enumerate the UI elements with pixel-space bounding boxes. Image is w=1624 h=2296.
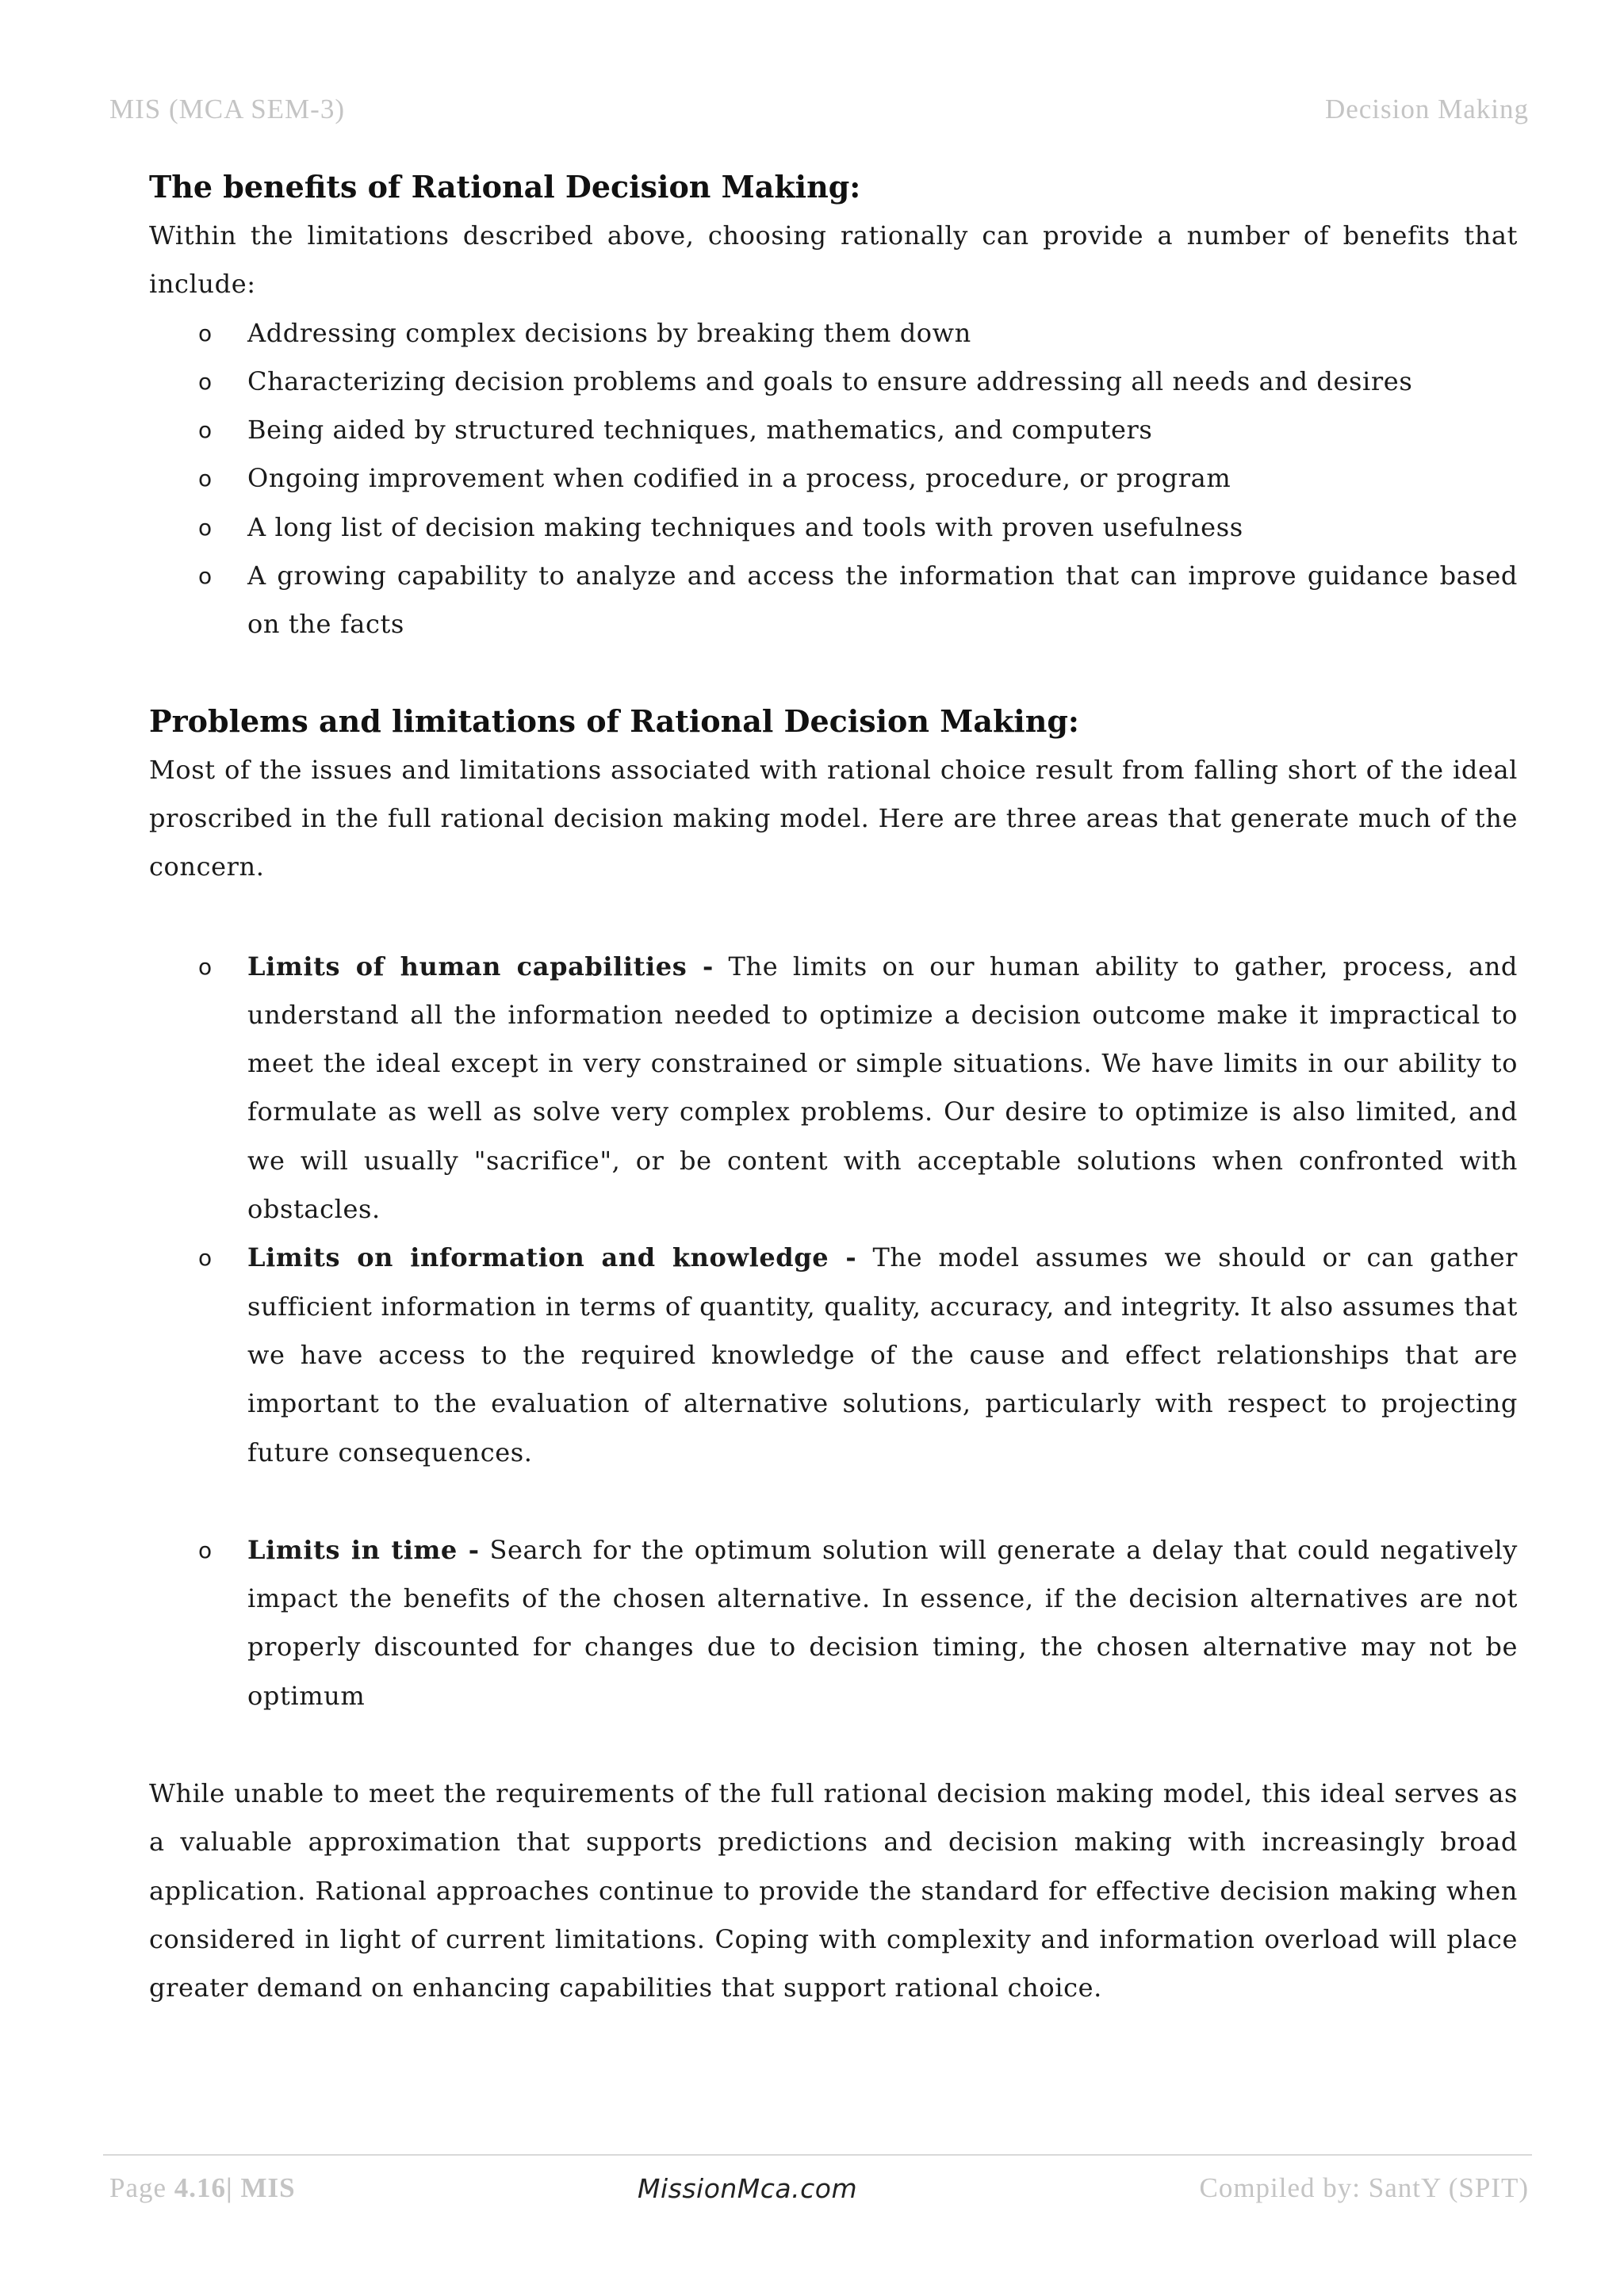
- benefits-list: [149, 309, 1518, 649]
- list-item: o A long list of decision making techniques and tools with proven usefulness: [149, 503, 1518, 552]
- benefits-intro: Within the limitations described above, choosing rationally can provide a number of benefits that include:: [149, 220, 1518, 300]
- bullet-icon: o: [198, 417, 213, 444]
- page-footer: [109, 2172, 1529, 2204]
- list-item: o Limits on information and knowledge - The model assumes we should or can gather sufficient information in terms of quantity, quality, accuracy, and integrity. It also assumes that we have access to the required knowledge of the cause and effect relationships that are important to the evaluation of alternative solutions, particularly with respect to projecting future consequences.: [149, 1234, 1518, 1476]
- header-topic: Decision Making: [1324, 94, 1529, 124]
- conclusion-paragraph: While unable to meet the requirements of the full rational decision making model, this ideal serves as a valuable approximation that supports predictions and decision making with increasingly broad application. Rational approaches continue to provide the standard for effective decision making when considered in light of current limitations. Coping with complexity and information overload will place greater demand on enhancing capabilities that support rational choice.: [149, 1778, 1518, 2003]
- limit-term: Limits in time -: [247, 1534, 480, 1565]
- footer-divider: [103, 2154, 1532, 2156]
- page-content: [149, 163, 1518, 2013]
- list-item: o A growing capability to analyze and access the information that can improve guidance based on the facts: [149, 552, 1518, 649]
- limitations-list-continued: [149, 1526, 1518, 1720]
- bullet-icon: o: [198, 368, 213, 395]
- page-number: Page 4.16| MIS: [109, 2172, 296, 2203]
- list-item: o Limits in time - Search for the optimum solution will generate a delay that could negatively impact the benefits of the chosen alternative. In essence, if the decision alternatives are not properly discounted for changes due to decision timing, the chosen alternative may not be optimum: [149, 1526, 1518, 1720]
- header-course: MIS (MCA SEM-3): [109, 94, 345, 124]
- list-item: o Characterizing decision problems and goals to ensure addressing all needs and desires: [149, 358, 1518, 406]
- limit-term: Limits on information and knowledge -: [247, 1242, 857, 1273]
- site-logo[interactable]: MissionMca.com: [638, 2172, 858, 2204]
- limitations-heading: Problems and limitations of Rational Decision Making:: [149, 702, 1079, 739]
- footer-credit: Compiled by: SantY (SPIT): [1199, 2172, 1529, 2203]
- page-header: [109, 94, 1529, 125]
- bullet-icon: o: [198, 563, 213, 590]
- benefits-heading: The benefits of Rational Decision Making:: [149, 169, 861, 205]
- list-item: o Ongoing improvement when codified in a process, procedure, or program: [149, 454, 1518, 503]
- list-item: o Limits of human capabilities - The limits on our human ability to gather, process, and understand all the information needed to optimize a decision outcome make it impractical to meet the ideal except in very constrained or simple situations. We have limits in our ability to formulate as well as solve very complex problems. Our desire to optimize is also limited, and we will usually "sacrifice", or be content with acceptable solutions when confronted with obstacles.: [149, 943, 1518, 1234]
- limitations-intro: Most of the issues and limitations associated with rational choice result from falling short of the ideal proscribed in the full rational decision making model. Here are three areas that generate much of the concern.: [149, 754, 1518, 882]
- list-item: o Being aided by structured techniques, mathematics, and computers: [149, 406, 1518, 454]
- limitations-list: [149, 943, 1518, 1477]
- bullet-icon: o: [198, 1536, 213, 1563]
- list-item: o Addressing complex decisions by breaking them down: [149, 309, 1518, 358]
- bullet-icon: o: [198, 1245, 213, 1272]
- bullet-icon: o: [198, 514, 213, 541]
- bullet-icon: o: [198, 953, 213, 980]
- limit-term: Limits of human capabilities -: [247, 951, 714, 982]
- bullet-icon: o: [198, 465, 213, 492]
- bullet-icon: o: [198, 320, 213, 346]
